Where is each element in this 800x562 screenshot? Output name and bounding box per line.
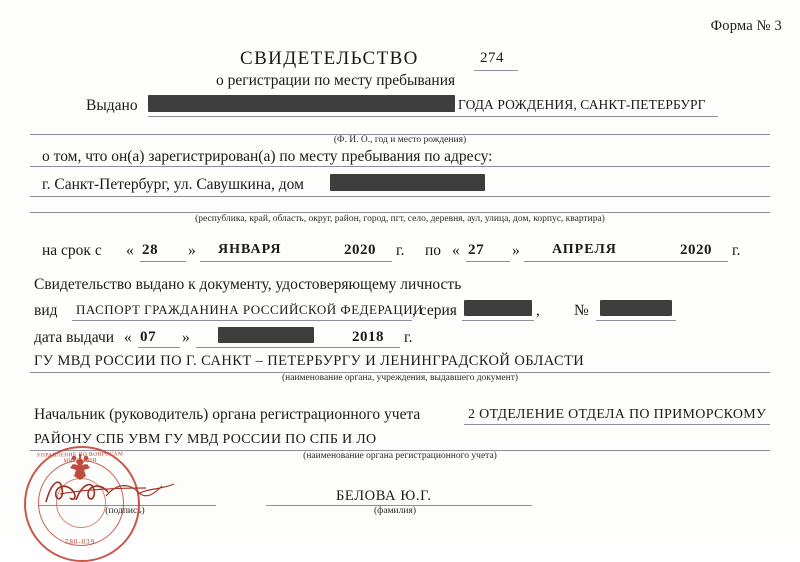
issue-date-quote-close: » xyxy=(182,329,190,346)
term-month-from-line xyxy=(200,261,340,262)
chief-caption: (наименование органа регистрационного учета) xyxy=(303,451,497,461)
issue-date-year: 2018 xyxy=(352,329,384,345)
handwritten-signature xyxy=(42,474,192,508)
document-number-line xyxy=(596,320,676,321)
chief-authority-line-1: 2 ОТДЕЛЕНИЕ ОТДЕЛА ПО ПРИМОРСКОМУ xyxy=(468,407,767,422)
passport-number-redaction xyxy=(600,300,672,316)
term-po-label: по xyxy=(425,242,442,259)
term-day-to-line xyxy=(466,261,510,262)
issue-date-label: дата выдачи xyxy=(34,329,115,346)
address-caption: (республика, край, область, округ, район, город, пгт, село, деревня, аул, улица, дом, корпус, квартира) xyxy=(195,214,605,224)
term-day-from-line xyxy=(140,261,186,262)
issued-label: Выдано xyxy=(86,97,138,114)
chief-line-1 xyxy=(464,424,770,425)
address-line-top xyxy=(30,166,770,167)
term-quote-open-to: « xyxy=(452,242,460,259)
term-day-to: 27 xyxy=(468,242,485,258)
passport-series-redaction xyxy=(464,300,532,316)
issue-date-g-abbrev: г. xyxy=(404,329,413,346)
chief-authority-line-2: РАЙОНУ СПБ УВМ ГУ МВД РОССИИ ПО СПБ И ЛО xyxy=(34,432,377,447)
page-subtitle: о регистрации по месту пребывания xyxy=(216,72,456,89)
identity-document-statement: Свидетельство выдано к документу, удостоверяющему личность xyxy=(34,276,462,293)
address-line-middle xyxy=(30,196,770,197)
term-g-abbrev-to: г. xyxy=(732,242,741,259)
document-type-value: ПАСПОРТ ГРАЖДАНИНА РОССИЙСКОЙ ФЕДЕРАЦИИ xyxy=(76,302,424,317)
term-quote-close-from: » xyxy=(188,242,196,259)
signature-caption: (подпись) xyxy=(105,506,145,516)
chief-label: Начальник (руководитель) органа регистрационного учета xyxy=(34,406,421,423)
issue-date-day-line xyxy=(138,347,180,348)
issue-date-month-line xyxy=(196,347,348,348)
issue-date-day: 07 xyxy=(140,329,157,345)
issuing-authority-caption: (наименование органа, учреждения, выдавшего документ) xyxy=(281,373,519,383)
family-name-caption: (фамилия) xyxy=(374,506,416,516)
term-label: на срок с xyxy=(42,242,102,259)
issue-month-redaction xyxy=(218,327,314,343)
page-title: СВИДЕТЕЛЬСТВО xyxy=(240,48,419,69)
term-month-from: ЯНВАРЯ xyxy=(218,242,282,257)
term-month-to: АПРЕЛЯ xyxy=(552,242,617,257)
series-comma: , xyxy=(536,302,540,319)
stamp-top-text: УПРАВЛЕНИЕ ПО ВОПРОСАМ МИГРАЦИИ xyxy=(36,451,124,465)
document-type-line xyxy=(72,320,412,321)
address-line-bottom xyxy=(30,212,770,213)
term-month-to-line xyxy=(524,261,676,262)
term-day-from: 28 xyxy=(142,242,159,258)
issue-date-quote-open: « xyxy=(124,329,132,346)
certificate-number-underline xyxy=(474,70,518,71)
document-type-label: вид xyxy=(34,302,58,319)
document-series-line xyxy=(462,320,534,321)
issued-value: ГОДА РОЖДЕНИЯ, САНКТ-ПЕТЕРБУРГ xyxy=(458,97,706,112)
term-year-from: 2020 xyxy=(344,242,376,258)
issue-date-year-line xyxy=(348,347,400,348)
signer-family-name: БЕЛОВА Ю.Г. xyxy=(336,488,432,504)
registration-statement: о том, что он(а) зарегистрирован(а) по месту пребывания по адресу: xyxy=(42,148,493,165)
house-number-redaction xyxy=(330,174,485,191)
fio-caption: (Ф. И. О., год и место рождения) xyxy=(333,135,467,145)
term-year-to: 2020 xyxy=(680,242,712,258)
issuing-authority-value: ГУ МВД РОССИИ ПО Г. САНКТ – ПЕТЕРБУРГУ И ЛЕНИНГРАДСКОЙ ОБЛАСТИ xyxy=(34,353,585,369)
issued-underline xyxy=(148,116,718,117)
address-value: г. Санкт-Петербург, ул. Савушкина, дом xyxy=(42,176,304,193)
term-quote-close-to: » xyxy=(512,242,520,259)
term-quote-open-from: « xyxy=(126,242,134,259)
term-year-to-line xyxy=(676,261,728,262)
document-series-label: , серия xyxy=(412,302,457,319)
term-g-abbrev-from: г. xyxy=(396,242,405,259)
form-number: Форма № 3 xyxy=(710,18,782,34)
document-number-label: № xyxy=(574,302,589,319)
stamp-bottom-text: 780-039 xyxy=(64,538,96,546)
term-year-from-line xyxy=(340,261,392,262)
name-redaction xyxy=(148,95,455,112)
certificate-number: 274 xyxy=(480,50,504,66)
